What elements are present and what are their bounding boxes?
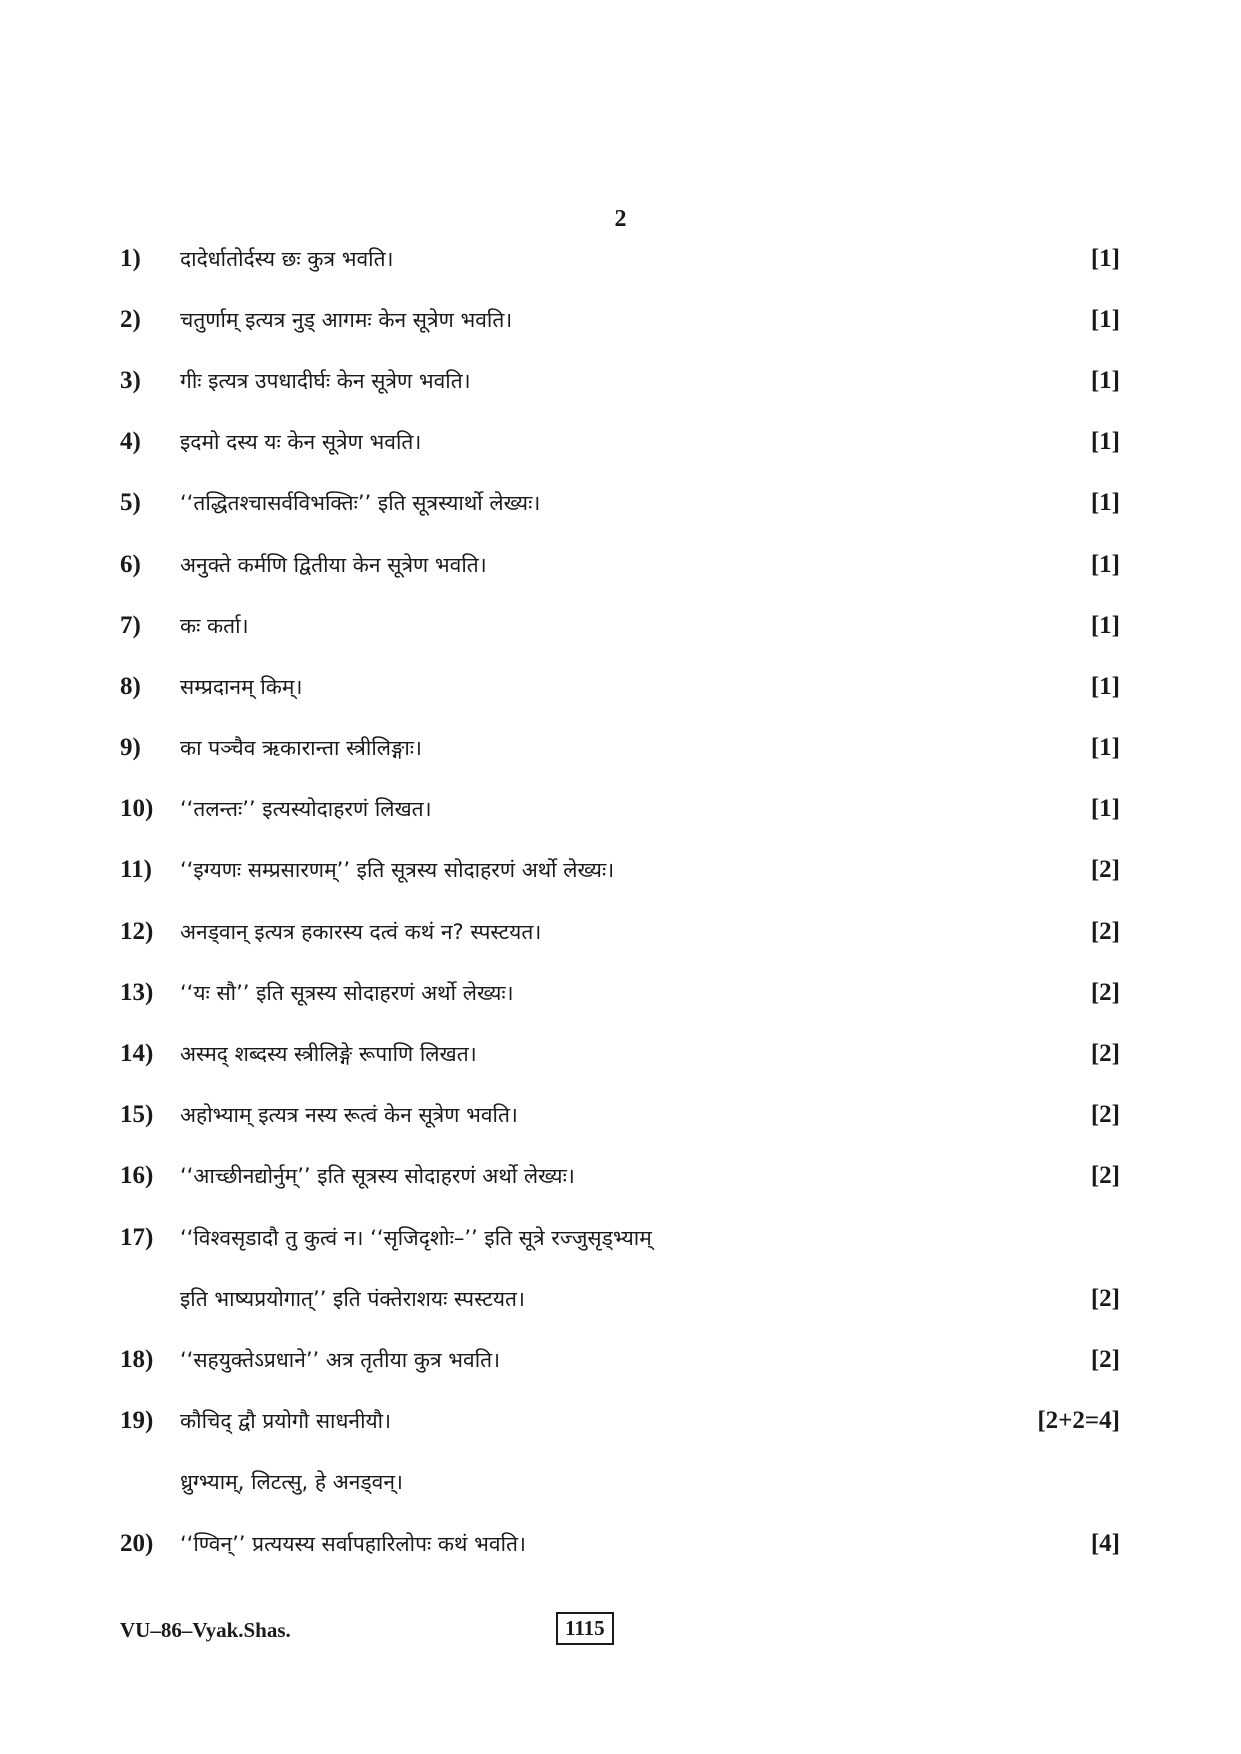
question-19 xyxy=(120,1391,1120,1452)
question-text: अनुक्ते कर्मणि द्वितीया केन सूत्रेण भवति। xyxy=(180,552,487,577)
question-number: 8) xyxy=(120,672,141,700)
question-number: 10) xyxy=(120,795,154,823)
question-number: 17) xyxy=(120,1223,154,1251)
question-6 xyxy=(120,534,1120,595)
question-marks: [1] xyxy=(1090,611,1120,639)
page-number: 2 xyxy=(614,206,627,232)
question-5 xyxy=(120,473,1120,534)
question-text: ‘‘इग्यणः सम्प्रसारणम्’’ इति सूत्रस्य सोदाहरणं अर्थो लेख्यः। xyxy=(180,858,615,883)
question-14 xyxy=(120,1023,1120,1084)
question-text: अनड्वान् इत्यत्र हकारस्य दत्वं कथं न? स्पस्टयत। xyxy=(180,919,542,944)
question-marks: [1] xyxy=(1090,672,1120,700)
question-text: कौचिद् द्वौ प्रयोगौ साधनीयौ। xyxy=(180,1409,392,1434)
question-marks: [1] xyxy=(1090,489,1120,517)
question-number: 18) xyxy=(120,1345,154,1373)
paper-number-box: 1115 xyxy=(556,1612,614,1645)
question-number: 12) xyxy=(120,917,154,945)
question-text: ‘‘ण्विन्’’ प्रत्ययस्य सर्वापहारिलोपः कथं भवति। xyxy=(180,1531,526,1556)
question-marks: [1] xyxy=(1090,795,1120,823)
question-marks: [1] xyxy=(1090,550,1120,578)
question-number: 13) xyxy=(120,978,154,1006)
question-17 xyxy=(120,1207,1120,1268)
question-number: 5) xyxy=(120,489,141,517)
question-number: 20) xyxy=(120,1529,154,1557)
question-text: अहोभ्याम् इत्यत्र नस्य रूत्वं केन सूत्रेण भवति। xyxy=(180,1103,518,1128)
question-number: 7) xyxy=(120,611,141,639)
question-1 xyxy=(120,228,1120,289)
question-marks: [1] xyxy=(1090,244,1120,272)
question-number: 3) xyxy=(120,366,141,394)
question-text: ‘‘सहयुक्तेऽप्रधाने’’ अत्र तृतीया कुत्र भवति। xyxy=(180,1347,501,1372)
question-number: 14) xyxy=(120,1040,154,1068)
question-text: इदमो दस्य यः केन सूत्रेण भवति। xyxy=(180,430,422,455)
question-marks: [2] xyxy=(1090,1040,1120,1068)
question-10 xyxy=(120,779,1120,840)
question-2 xyxy=(120,289,1120,350)
question-text: गीः इत्यत्र उपधादीर्घः केन सूत्रेण भवति। xyxy=(180,368,471,393)
question-20 xyxy=(120,1513,1120,1574)
question-text: ‘‘तद्धितश्चासर्वविभक्तिः’’ इति सूत्रस्यार्थो लेख्यः। xyxy=(180,491,541,516)
question-marks: [2] xyxy=(1090,1101,1120,1129)
question-text: चतुर्णाम् इत्यत्र नुड् आगमः केन सूत्रेण भवति। xyxy=(180,307,513,332)
question-marks: [1] xyxy=(1090,366,1120,394)
question-text: दादेर्धातोर्दस्य छः कुत्र भवति। xyxy=(180,246,394,271)
question-marks: [2] xyxy=(1090,1345,1120,1373)
question-number: 2) xyxy=(120,305,141,333)
question-4 xyxy=(120,412,1120,473)
question-12 xyxy=(120,901,1120,962)
question-number: 11) xyxy=(120,856,152,884)
question-15 xyxy=(120,1085,1120,1146)
question-marks: [2] xyxy=(1090,856,1120,884)
question-3 xyxy=(120,350,1120,411)
question-text: ‘‘यः सौ’’ इति सूत्रस्य सोदाहरणं अर्थो लेख्यः। xyxy=(180,980,514,1005)
question-7 xyxy=(120,595,1120,656)
question-text: सम्प्रदानम् किम्। xyxy=(180,674,303,699)
question-marks: [2] xyxy=(1090,917,1120,945)
question-text: कः कर्ता। xyxy=(180,613,249,638)
question-number: 19) xyxy=(120,1407,154,1435)
question-marks: [1] xyxy=(1090,428,1120,456)
question-text: ‘‘विश्वसृडादौ तु कुत्वं न। ‘‘सृजिदृशोः–’’ इति सूत्रे रज्जुसृड्भ्याम् xyxy=(180,1225,652,1250)
question-16 xyxy=(120,1146,1120,1207)
question-number: 15) xyxy=(120,1101,154,1129)
question-marks: [4] xyxy=(1090,1529,1120,1557)
question-17-continued xyxy=(120,1268,1120,1329)
question-19-continued xyxy=(120,1452,1120,1513)
question-marks: [2] xyxy=(1090,1162,1120,1190)
question-text: ‘‘तलन्तः’’ इत्यस्योदाहरणं लिखत। xyxy=(180,797,432,822)
question-18 xyxy=(120,1329,1120,1390)
question-number: 6) xyxy=(120,550,141,578)
question-list xyxy=(120,228,1120,1574)
question-number: 16) xyxy=(120,1162,154,1190)
question-9 xyxy=(120,718,1120,779)
question-text-continued: इति भाष्यप्रयोगात्’’ इति पंक्तेराशयः स्पस्टयत। xyxy=(180,1286,525,1311)
question-13 xyxy=(120,962,1120,1023)
question-text: ‘‘आच्छीनद्योर्नुम्’’ इति सूत्रस्य सोदाहरणं अर्थो लेख्यः। xyxy=(180,1164,575,1189)
question-11 xyxy=(120,840,1120,901)
question-text-continued: ध्रुग्भ्याम्, लिटत्सु, हे अनड्वन्। xyxy=(180,1470,403,1495)
question-marks: [2] xyxy=(1090,978,1120,1006)
question-text: अस्मद् शब्दस्य स्त्रीलिङ्गे रूपाणि लिखत। xyxy=(180,1042,477,1067)
question-marks: [2] xyxy=(1090,1284,1120,1312)
question-number: 4) xyxy=(120,428,141,456)
question-marks: [1] xyxy=(1090,305,1120,333)
question-text: का पञ्चैव ऋकारान्ता स्त्रीलिङ्गाः। xyxy=(180,736,422,761)
question-marks: [1] xyxy=(1090,734,1120,762)
question-8 xyxy=(120,656,1120,717)
question-marks: [2+2=4] xyxy=(1037,1407,1120,1435)
question-number: 9) xyxy=(120,734,141,762)
question-number: 1) xyxy=(120,244,141,272)
paper-code: VU–86–Vyak.Shas. xyxy=(120,1618,291,1642)
